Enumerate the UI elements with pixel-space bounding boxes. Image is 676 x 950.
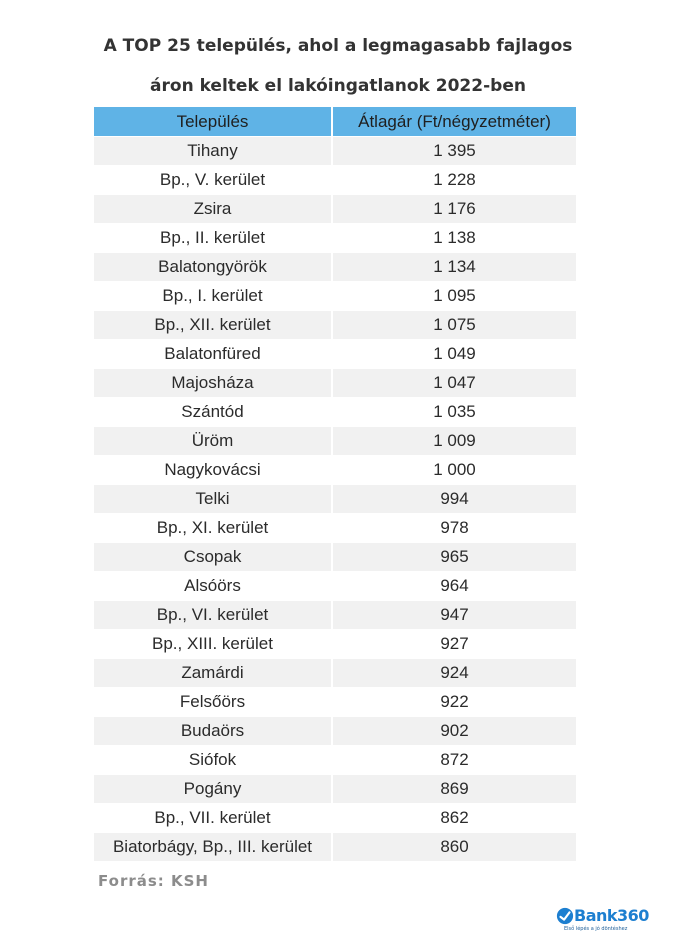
average-price-cell: 1 395 [331, 137, 576, 166]
average-price-cell: 902 [331, 717, 576, 746]
price-table [94, 107, 576, 862]
source-note: Forrás: KSH [98, 872, 209, 890]
average-price-cell: 1 075 [331, 311, 576, 340]
average-price-cell: 1 000 [331, 456, 576, 485]
average-price-cell: 1 138 [331, 224, 576, 253]
logo-tagline: Első lépés a jó döntéshez [564, 926, 628, 932]
settlement-cell: Bp., XI. kerület [94, 514, 331, 543]
average-price-cell: 1 095 [331, 282, 576, 311]
table-row [94, 543, 576, 572]
column-header-average-price: Átlagár (Ft/négyzetméter) [331, 107, 576, 137]
table-row [94, 775, 576, 804]
chart-title-line-1: A TOP 25 település, ahol a legmagasabb fajlagos [103, 36, 573, 56]
average-price-cell: 1 049 [331, 340, 576, 369]
settlement-cell: Bp., II. kerület [94, 224, 331, 253]
settlement-cell: Bp., VI. kerület [94, 601, 331, 630]
settlement-cell: Bp., XII. kerület [94, 311, 331, 340]
table-row [94, 804, 576, 833]
settlement-cell: Biatorbágy, Bp., III. kerület [94, 833, 331, 862]
column-header-settlement: Település [94, 107, 331, 137]
table-row [94, 369, 576, 398]
average-price-cell: 869 [331, 775, 576, 804]
average-price-cell: 1 176 [331, 195, 576, 224]
table-row [94, 833, 576, 862]
average-price-cell: 862 [331, 804, 576, 833]
average-price-cell: 924 [331, 659, 576, 688]
settlement-cell: Telki [94, 485, 331, 514]
chart-title-line-2: áron keltek el lakóingatlanok 2022-ben [150, 76, 526, 96]
average-price-cell: 927 [331, 630, 576, 659]
average-price-cell: 1 134 [331, 253, 576, 282]
table-row [94, 282, 576, 311]
table-row [94, 166, 576, 195]
table-row [94, 514, 576, 543]
table-row [94, 195, 576, 224]
average-price-cell: 978 [331, 514, 576, 543]
bank360-logo-icon [556, 907, 574, 925]
table-row [94, 601, 576, 630]
settlement-cell: Balatongyörök [94, 253, 331, 282]
settlement-cell: Pogány [94, 775, 331, 804]
settlement-cell: Felsőörs [94, 688, 331, 717]
table-row [94, 630, 576, 659]
average-price-cell: 860 [331, 833, 576, 862]
table-row [94, 137, 576, 166]
table-row [94, 456, 576, 485]
settlement-cell: Majosháza [94, 369, 331, 398]
average-price-cell: 964 [331, 572, 576, 601]
settlement-cell: Bp., I. kerület [94, 282, 331, 311]
table-row [94, 311, 576, 340]
settlement-cell: Zsira [94, 195, 331, 224]
average-price-cell: 922 [331, 688, 576, 717]
settlement-cell: Tihany [94, 137, 331, 166]
settlement-cell: Üröm [94, 427, 331, 456]
settlement-cell: Bp., V. kerület [94, 166, 331, 195]
table-row [94, 746, 576, 775]
settlement-cell: Zamárdi [94, 659, 331, 688]
table-row [94, 253, 576, 282]
bank360-logo [556, 906, 656, 936]
table-header-row [94, 107, 576, 137]
table-row [94, 398, 576, 427]
table-body [94, 137, 576, 862]
logo-name: Bank360 [574, 906, 649, 925]
settlement-cell: Bp., VII. kerület [94, 804, 331, 833]
table-row [94, 427, 576, 456]
settlement-cell: Csopak [94, 543, 331, 572]
table-row [94, 224, 576, 253]
settlement-cell: Bp., XIII. kerület [94, 630, 331, 659]
average-price-cell: 965 [331, 543, 576, 572]
average-price-cell: 994 [331, 485, 576, 514]
table-row [94, 572, 576, 601]
table-row [94, 340, 576, 369]
table-row [94, 485, 576, 514]
settlement-cell: Siófok [94, 746, 331, 775]
average-price-cell: 1 035 [331, 398, 576, 427]
table-row [94, 659, 576, 688]
table-row [94, 688, 576, 717]
settlement-cell: Alsóörs [94, 572, 331, 601]
settlement-cell: Balatonfüred [94, 340, 331, 369]
average-price-cell: 947 [331, 601, 576, 630]
average-price-cell: 872 [331, 746, 576, 775]
settlement-cell: Nagykovácsi [94, 456, 331, 485]
table-row [94, 717, 576, 746]
average-price-cell: 1 228 [331, 166, 576, 195]
average-price-cell: 1 047 [331, 369, 576, 398]
average-price-cell: 1 009 [331, 427, 576, 456]
settlement-cell: Szántód [94, 398, 331, 427]
settlement-cell: Budaörs [94, 717, 331, 746]
